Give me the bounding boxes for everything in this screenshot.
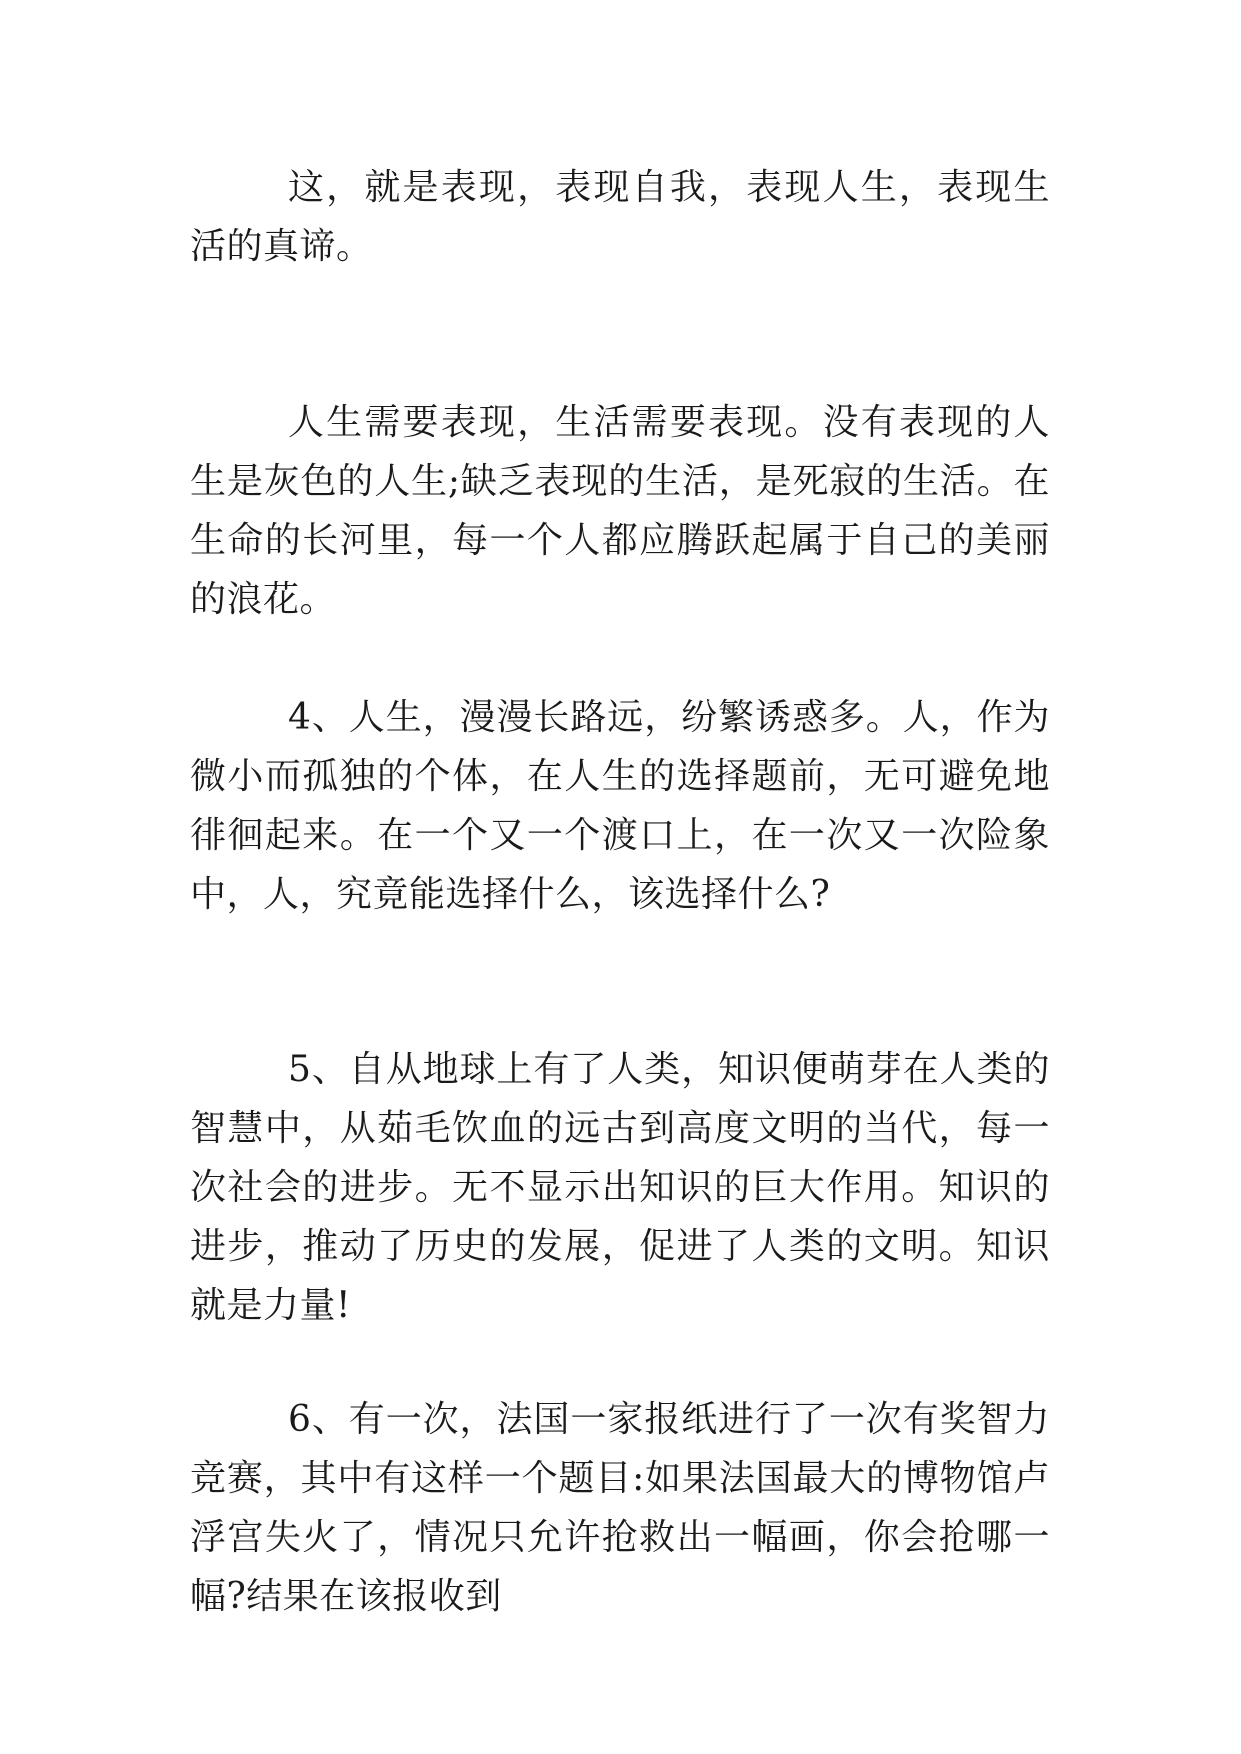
paragraph: 这，就是表现，表现自我，表现人生，表现生活的真谛。	[190, 167, 1050, 267]
paragraph: 6、有一次，法国一家报纸进行了一次有奖智力竞赛，其中有这样一个题目:如果法国最大的博物馆卢浮宫失火了，情况只允许抢救出一幅画，你会抢哪一幅?结果在该报收到	[190, 1399, 1050, 1617]
paragraph: 4、人生，漫漫长路远，纷繁诱惑多。人，作为微小而孤独的个体，在人生的选择题前，无可避免地徘徊起来。在一个又一个渡口上，在一次又一次险象中，人，究竟能选择什么，该选择什么?	[190, 697, 1050, 915]
paragraph: 5、自从地球上有了人类，知识便萌芽在人类的智慧中，从茹毛饮血的远古到高度文明的当代，每一次社会的进步。无不显示出知识的巨大作用。知识的进步，推动了历史的发展，促进了人类的文明。知识就是力量!	[190, 1049, 1050, 1326]
paragraph: 人生需要表现，生活需要表现。没有表现的人生是灰色的人生;缺乏表现的生活，是死寂的生活。在生命的长河里，每一个人都应腾跃起属于自己的美丽的浪花。	[190, 402, 1050, 620]
